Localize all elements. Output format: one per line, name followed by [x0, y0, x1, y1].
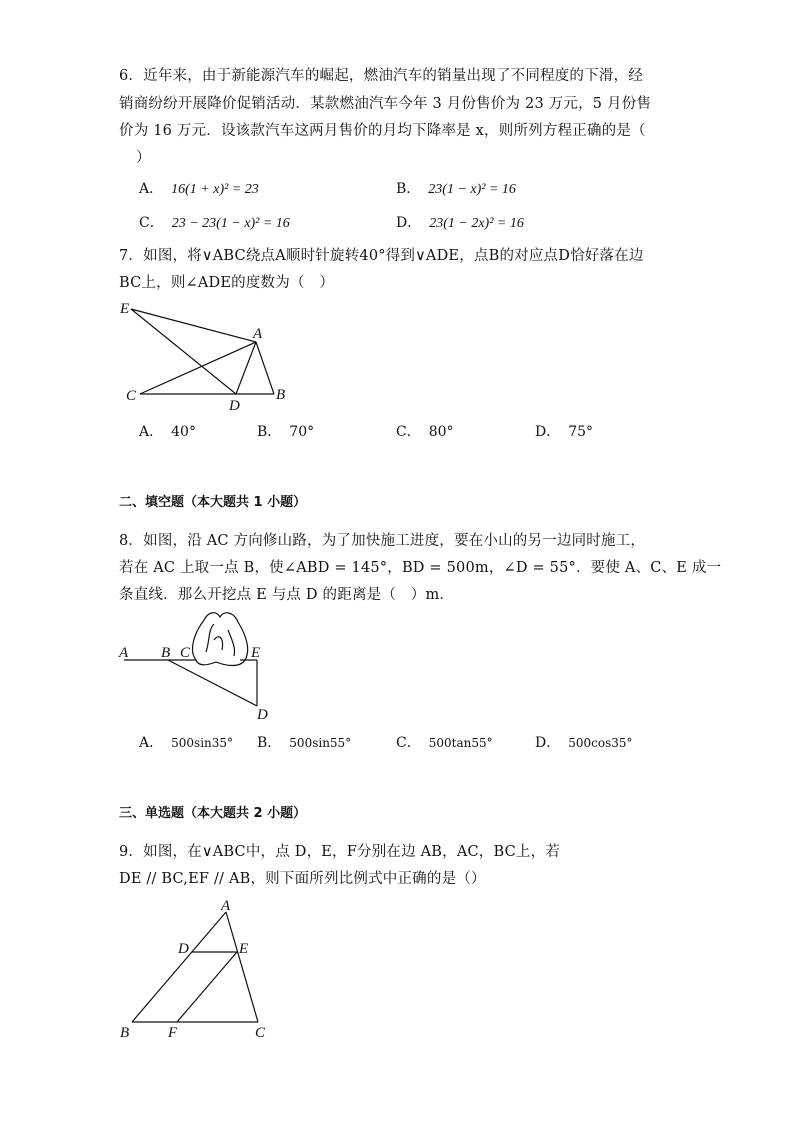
q7-label-a: A: [253, 326, 263, 342]
q7-label-b: B: [276, 387, 286, 403]
q6-line-4: ）: [136, 150, 151, 166]
q6-option-a[interactable]: A． 16(1 + x)² = 23: [139, 181, 259, 197]
q7-option-d[interactable]: D． 75°: [535, 424, 594, 440]
q6-line-3: 价为 16 万元．设该款汽车这两月售价的月均下降率是 x，则所列方程正确的是（: [119, 123, 646, 139]
q9-line-1: 9．如图，在∨ABC中，点 D，E，F分别在边 AB，AC，BC上，若: [119, 844, 561, 860]
q9-label-d: D: [178, 941, 189, 957]
q8-line-1: 8．如图，沿 AC 方向修山路，为了加快施工进度，要在小山的另一边同时施工，: [119, 533, 646, 549]
q8-label-b: B: [161, 645, 171, 661]
q6-line-2: 销商纷纷开展降价促销活动．某款燃油汽车今年 3 月份售价为 23 万元，5 月份售: [119, 96, 652, 112]
q9-label-b: B: [120, 1025, 130, 1041]
q7-line-1: 7．如图，将∨ABC绕点A顺时针旋转40°得到∨ADE，点B的对应点D恰好落在边: [119, 248, 644, 264]
q6-option-d[interactable]: D． 23(1 − 2x)² = 16: [396, 215, 524, 231]
q8-line-2: 若在 AC 上取一点 B，使∠ABD = 145°，BD = 500m，∠D = 55°．要使 A、C、E 成一: [119, 560, 722, 576]
q8-label-a: A: [119, 645, 129, 661]
q9-label-f: F: [168, 1025, 178, 1041]
q7-label-e: E: [120, 301, 130, 317]
q9-label-e: E: [239, 941, 249, 957]
section-fill-in-heading: 二、填空题（本大题共 1 小题）: [119, 495, 307, 510]
q8-label-e: E: [251, 645, 261, 661]
q9-side-ac: [226, 912, 258, 1022]
q7-option-a[interactable]: A． 40°: [139, 424, 196, 440]
q9-segment-ef: [177, 952, 237, 1022]
q6-option-c[interactable]: C． 23 − 23(1 − x)² = 16: [139, 215, 290, 231]
q7-line-2: BC上，则∠ADE的度数为（ ）: [119, 275, 335, 291]
q6-option-b[interactable]: B． 23(1 − x)² = 16: [396, 181, 516, 197]
q9-label-a: A: [221, 898, 231, 914]
section-single-choice-heading: 三、单选题（本大题共 2 小题）: [119, 806, 307, 821]
q8-option-b[interactable]: B． 500sin55°: [257, 735, 352, 751]
q8-line-3: 条直线．那么开挖点 E 与点 D 的距离是（ ）m．: [119, 587, 455, 603]
q7-label-c: C: [126, 388, 137, 404]
q8-option-d[interactable]: D． 500cos35°: [535, 735, 633, 751]
q8-label-d: D: [257, 707, 268, 723]
q8-label-c: C: [180, 645, 191, 661]
q7-option-c[interactable]: C． 80°: [396, 424, 454, 440]
q7-label-d: D: [229, 398, 240, 414]
q6-line-1: 6．近年来，由于新能源汽车的崛起，燃油汽车的销量出现了不同程度的下滑，经: [119, 68, 643, 84]
q8-option-a[interactable]: A． 500sin35°: [139, 735, 234, 751]
q8-option-c[interactable]: C． 500tan55°: [396, 735, 493, 751]
q7-option-b[interactable]: B． 70°: [257, 424, 315, 440]
q9-side-ab: [132, 912, 226, 1022]
q9-label-c: C: [255, 1025, 266, 1041]
q9-line-2: DE // BC,EF // AB，则下面所列比例式中正确的是（）: [119, 871, 486, 887]
